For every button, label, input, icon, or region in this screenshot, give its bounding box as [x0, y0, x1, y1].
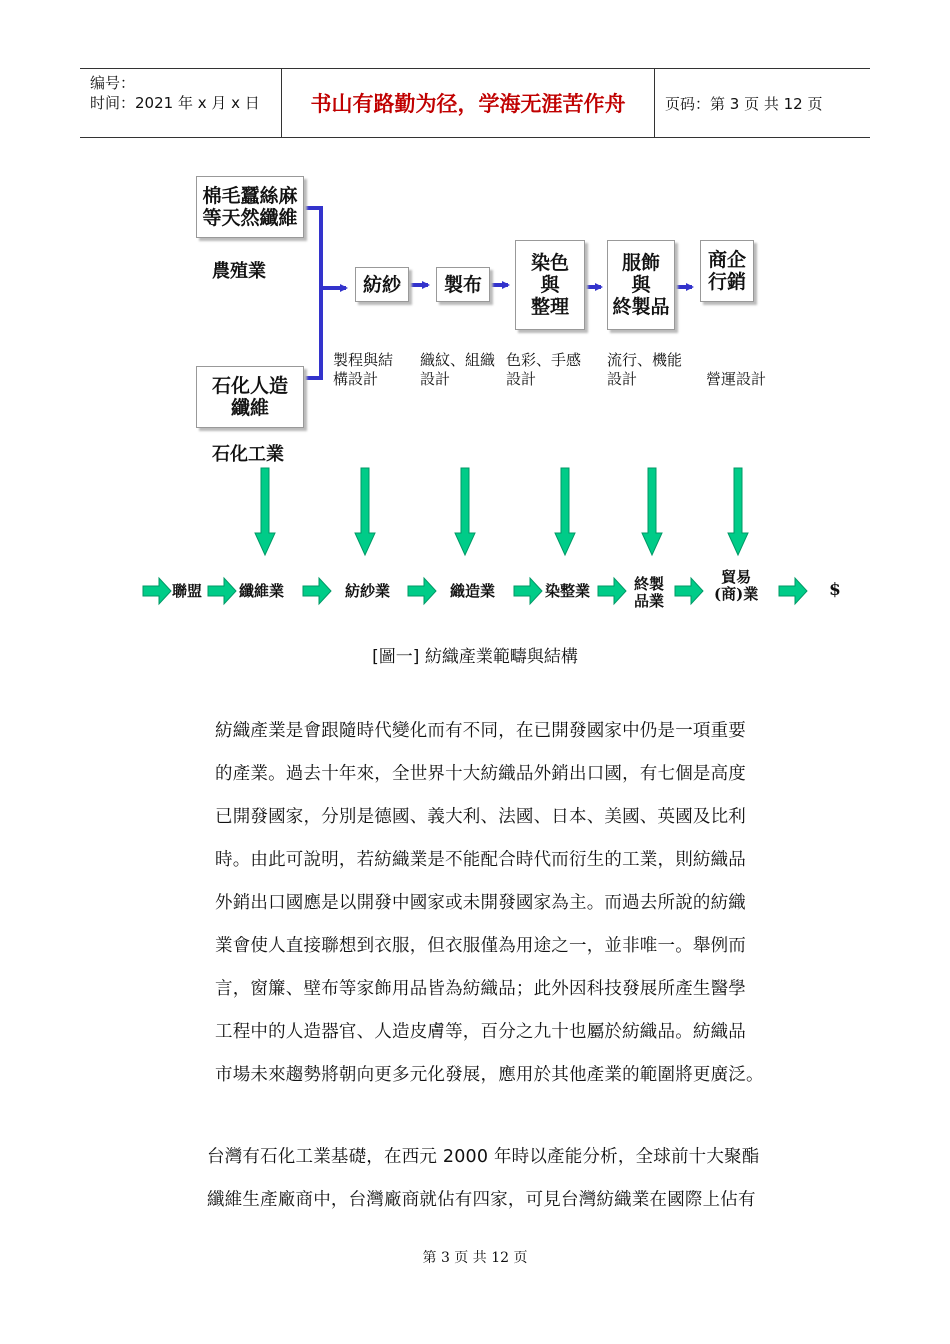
design-label-process: 製程與結 構設計	[333, 351, 394, 388]
flow-finished-goods: 終製 品業	[634, 575, 665, 610]
paragraph-line: 工程中的人造器官、人造皮膚等，百分之九十也屬於紡織品。紡織品	[215, 1022, 746, 1042]
paragraph-line: 言，窗簾、壁布等家飾用品皆為紡織品；此外因科技發展所產生醫學	[215, 979, 746, 999]
green-down-arrows	[255, 468, 748, 555]
paragraph-line: 纖維生產廠商中，台灣廠商就佔有四家，可見台灣紡織業在國際上佔有	[207, 1190, 756, 1210]
design-label-color: 色彩、手感 設計	[506, 351, 582, 388]
paragraph-line: 的產業。過去十年來，全世界十大紡織品外銷出口國，有七個是高度	[215, 764, 746, 784]
design-label-fashion: 流行、機能 設計	[607, 351, 683, 388]
spinning-box: 紡紗	[355, 267, 409, 302]
flow-alliance: 聯盟	[172, 582, 203, 600]
flow-fiber: 纖維業	[239, 582, 285, 600]
right-arrow-icon	[208, 578, 236, 604]
dyeing-box: 染色 與 整理	[515, 240, 585, 330]
down-arrow-icon	[455, 468, 475, 555]
figure-caption: [圖一] 紡織產業範疇與結構	[372, 647, 578, 667]
right-arrow-icon	[408, 578, 436, 604]
paragraph-line: 紡織產業是會跟隨時代變化而有不同，在已開發國家中仍是一項重要	[215, 721, 746, 741]
down-arrow-icon	[355, 468, 375, 555]
header-motto: 书山有路勤为径，学海无涯苦作舟	[282, 69, 655, 137]
paragraph-line: 外銷出口國應是以開發中國家或未開發國家為主。而過去所說的紡織	[215, 893, 746, 913]
natural-fiber-box: 棉毛蠶絲麻 等天然纖維	[196, 176, 304, 238]
design-label-weave: 織紋、組織 設計	[420, 351, 496, 388]
number-label: 编号：	[90, 74, 136, 92]
paragraph-2	[207, 1136, 817, 1222]
paragraph-line: 業會使人直接聯想到衣服，但衣服僅為用途之一，並非唯一。舉例而	[215, 936, 746, 956]
down-arrow-icon	[728, 468, 748, 555]
flow-money: $	[829, 580, 841, 600]
diagram-arrows	[0, 0, 950, 640]
right-arrow-icon	[143, 578, 171, 604]
paragraph-1	[215, 710, 815, 1097]
right-arrow-icon	[779, 578, 807, 604]
paragraph-line: 已開發國家，分別是德國、義大利、法國、日本、美國、英國及比利	[215, 807, 746, 827]
paragraph-line: 台灣有石化工業基礎，在西元 2000 年時以產能分析，全球前十大聚酯	[207, 1147, 760, 1167]
marketing-box: 商企 行銷	[700, 240, 754, 302]
time-label: 时间：2021 年 x 月 x 日	[90, 94, 260, 112]
right-arrow-icon	[598, 578, 626, 604]
apparel-box: 服飾 與 終製品	[607, 240, 675, 330]
header-page-info: 页码：第 3 页 共 12 页	[665, 94, 823, 113]
weaving-box: 製布	[436, 267, 490, 302]
flow-spinning: 紡紗業	[345, 582, 391, 600]
down-arrow-icon	[555, 468, 575, 555]
textile-industry-diagram	[0, 0, 950, 640]
right-arrow-icon	[514, 578, 542, 604]
page-footer: 第 3 页 共 12 页	[422, 1250, 528, 1266]
right-arrow-icon	[303, 578, 331, 604]
design-label-operation: 營運設計	[706, 370, 767, 388]
petrochemical-label: 石化工業	[212, 444, 284, 465]
flow-dyeing: 染整業	[545, 582, 591, 600]
flow-weaving: 織造業	[450, 582, 496, 600]
down-arrow-icon	[642, 468, 662, 555]
flow-trade: 貿易 (商)業	[714, 568, 759, 603]
right-arrow-icon	[675, 578, 703, 604]
down-arrow-icon	[255, 468, 275, 555]
agriculture-label: 農殖業	[212, 261, 266, 282]
paragraph-line: 時。由此可說明，若紡織業是不能配合時代而衍生的工業，則紡織品	[215, 850, 746, 870]
synthetic-fiber-box: 石化人造 纖維	[196, 366, 304, 428]
paragraph-line: 市場未來趨勢將朝向更多元化發展，應用於其他產業的範圍將更廣泛。	[215, 1065, 764, 1085]
